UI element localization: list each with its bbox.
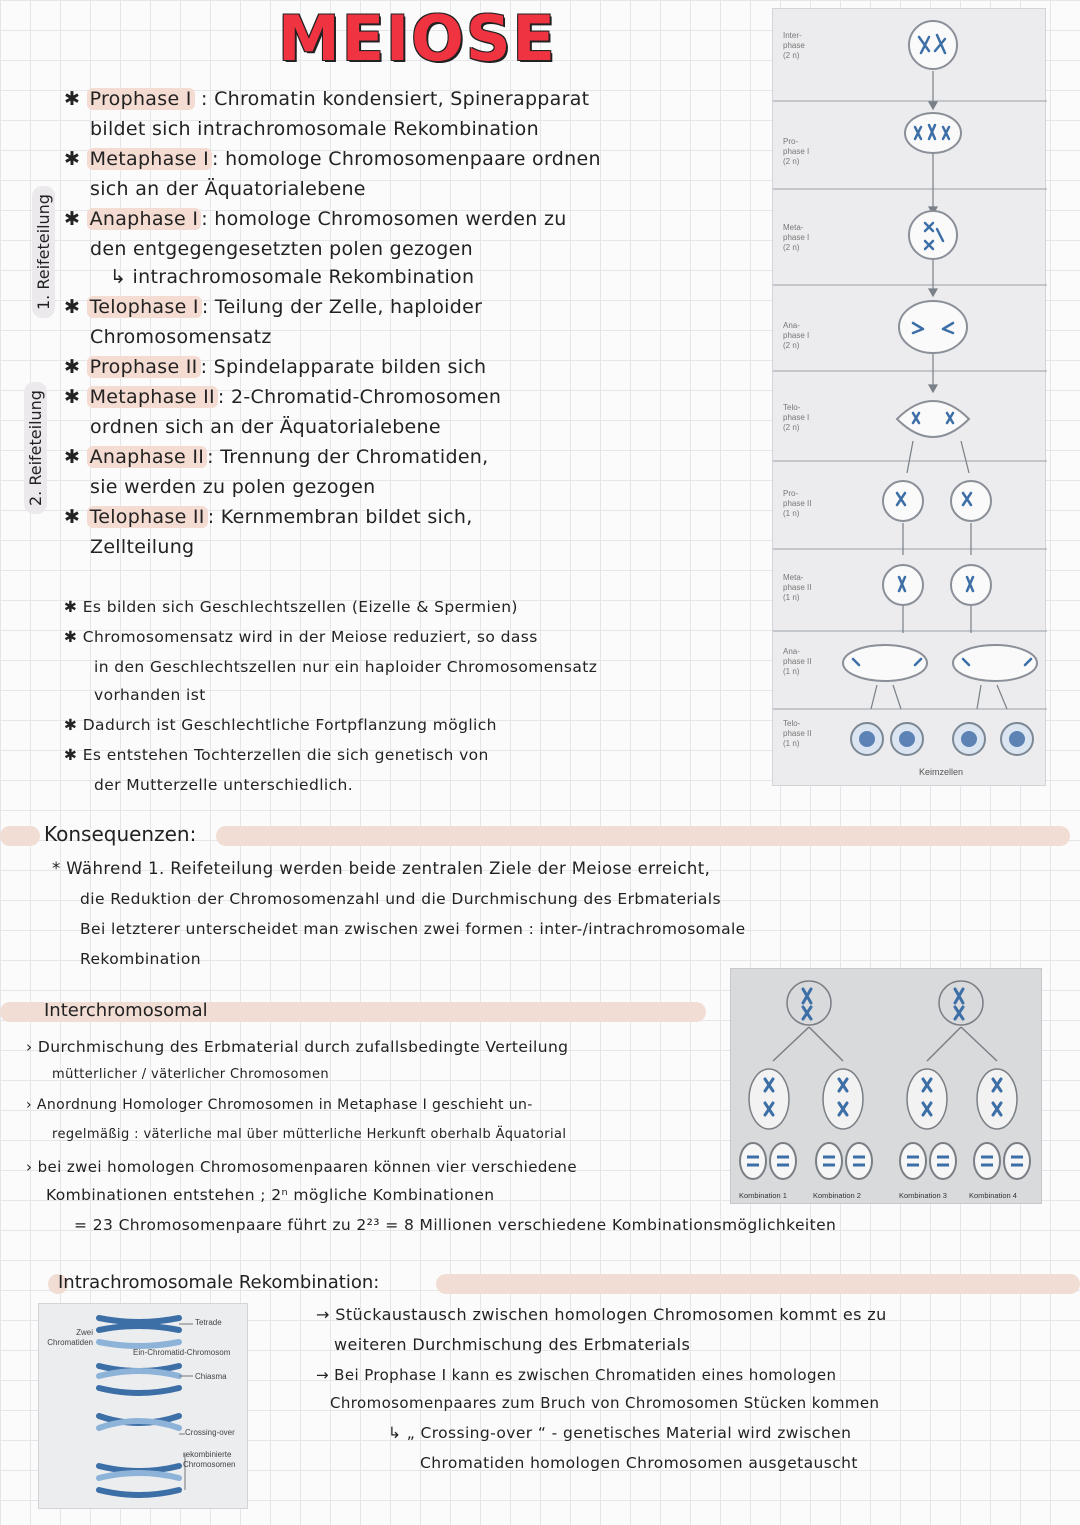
list-item: ✱ Dadurch ist Geschlechtliche Fortpflanzung möglich: [64, 716, 497, 734]
bullet-icon: ✱: [64, 148, 87, 170]
bullet-icon: ✱: [64, 716, 83, 734]
stage-label: Meta- phase II (1 n): [783, 573, 812, 602]
bullet-icon: ✱: [64, 208, 87, 230]
page-title: MEIOSE: [278, 2, 557, 75]
combination-figure: [730, 968, 1042, 1204]
phase-name: Anaphase I: [87, 208, 202, 230]
stage-label: Ana- phase II (1 n): [783, 647, 812, 676]
stage-label: Meta- phase I (2 n): [783, 223, 810, 252]
meiosis-diagram: [773, 9, 1047, 787]
label-chiasma: Chiasma: [195, 1372, 227, 1381]
phase-text: Zellteilung: [90, 536, 195, 558]
phase-text: Chromatin kondensiert, Spinerapparat: [214, 88, 590, 110]
bullet-icon: ✱: [64, 296, 87, 318]
phase-text: Kernmembran bildet sich,: [220, 506, 473, 528]
stage-label: Telo- phase I (2 n): [783, 403, 810, 432]
heading-bar: [436, 1274, 1080, 1294]
phase-text: bildet sich intrachromosomale Rekombination: [90, 118, 539, 140]
bullet-icon: ✱: [64, 356, 87, 378]
stage-label: Telo- phase II (1 n): [783, 719, 812, 748]
side-label-second-division: 2. Reifeteilung: [24, 382, 47, 514]
phase-text: homologe Chromosomen werden zu: [214, 208, 567, 230]
stage-label: Ana- phase I (2 n): [783, 321, 810, 350]
stage-label: Pro- phase II (1 n): [783, 489, 812, 518]
combination-diagram: [731, 969, 1043, 1205]
phase-item: ✱ Metaphase I : homologe Chromosomenpaare ordnen: [64, 148, 601, 170]
phase-name: Prophase I: [87, 88, 195, 110]
bullet-icon: ✱: [64, 88, 87, 110]
keimzellen-caption: Keimzellen: [919, 767, 964, 777]
side-label-first-division: 1. Reifeteilung: [32, 186, 55, 318]
konsequenzen-heading: Konsequenzen:: [44, 822, 197, 846]
list-item: ✱ Chromosomensatz wird in der Meiose reduziert, so dass: [64, 628, 538, 646]
phase-text: den entgegengesetzten polen gezogen: [90, 238, 473, 260]
label-ein-chromatid: Ein-Chromatid-Chromosom: [133, 1348, 231, 1357]
phase-item: ✱ Prophase II : Spindelapparate bilden sich: [64, 356, 487, 378]
phase-text: Spindelapparate bilden sich: [213, 356, 487, 378]
bullet-icon: ✱: [64, 386, 87, 408]
phase-item: ✱ Prophase I : Chromatin kondensiert, Spinerapparat: [64, 88, 590, 110]
list-item: ✱ Es entstehen Tochterzellen die sich genetisch von: [64, 746, 489, 764]
label-zwei-chromatiden: Zwei Chromatiden: [47, 1328, 93, 1347]
stage-label: Pro- phase I (2 n): [783, 137, 810, 166]
phase-name: Metaphase I: [87, 148, 212, 170]
list-item: vorhanden ist: [94, 686, 206, 704]
phase-text: Chromosomensatz: [90, 326, 272, 348]
bullet-icon: ✱: [64, 506, 87, 528]
phase-item: ✱ Anaphase I : homologe Chromosomen werden zu: [64, 208, 567, 230]
phase-name: Metaphase II: [87, 386, 218, 408]
phase-text: ↳ intrachromosomale Rekombination: [110, 266, 475, 288]
list-item: in den Geschlechtszellen nur ein haploider Chromosomensatz: [94, 658, 598, 676]
stage-label: Inter- phase (2 n): [783, 31, 805, 60]
label-tetrade: Tetrade: [195, 1318, 222, 1327]
phase-name: Telophase I: [87, 296, 202, 318]
bullet-icon: ✱: [64, 598, 83, 616]
bullet-icon: ✱: [64, 746, 83, 764]
phase-text: sich an der Äquatorialebene: [90, 178, 366, 200]
phase-item: ✱ Telophase I : Teilung der Zelle, haploider: [64, 296, 483, 318]
phase-name: Telophase II: [87, 506, 208, 528]
phase-name: Prophase II: [87, 356, 201, 378]
intra-heading: Intrachromosomale Rekombination:: [58, 1272, 380, 1293]
phase-text: Teilung der Zelle, haploider: [214, 296, 483, 318]
label-rekombinierte: rekombinierte Chromosomen: [183, 1450, 236, 1469]
phase-text: homologe Chromosomenpaare ordnen: [225, 148, 601, 170]
crossing-over-figure: [38, 1303, 248, 1509]
phase-item: ✱ Metaphase II : 2-Chromatid-Chromosomen: [64, 386, 502, 408]
inter-heading: Interchromosomal: [44, 1000, 208, 1021]
phase-name: Anaphase II: [87, 446, 208, 468]
bullet-icon: ✱: [64, 446, 87, 468]
combination-label: Kombination 4: [969, 1191, 1017, 1200]
phase-text: ordnen sich an der Äquatorialebene: [90, 416, 441, 438]
meiosis-figure: [772, 8, 1046, 786]
phase-item: ✱ Anaphase II : Trennung der Chromatiden,: [64, 446, 489, 468]
combination-label: Kombination 1: [739, 1191, 787, 1200]
phase-text: 2-Chromatid-Chromosomen: [230, 386, 502, 408]
list-item: der Mutterzelle unterschiedlich.: [94, 776, 354, 794]
phase-text: sie werden zu polen gezogen: [90, 476, 376, 498]
list-item: ✱ Es bilden sich Geschlechtszellen (Eizelle & Spermien): [64, 598, 518, 616]
phase-text: Trennung der Chromatiden,: [220, 446, 489, 468]
heading-bar: [0, 826, 40, 846]
combination-label: Kombination 2: [813, 1191, 861, 1200]
label-crossing-over: Crossing-over: [185, 1428, 235, 1437]
phase-item: ✱ Telophase II : Kernmembran bildet sich,: [64, 506, 473, 528]
bullet-icon: ✱: [64, 628, 83, 646]
heading-bar: [216, 826, 1070, 846]
combination-label: Kombination 3: [899, 1191, 947, 1200]
